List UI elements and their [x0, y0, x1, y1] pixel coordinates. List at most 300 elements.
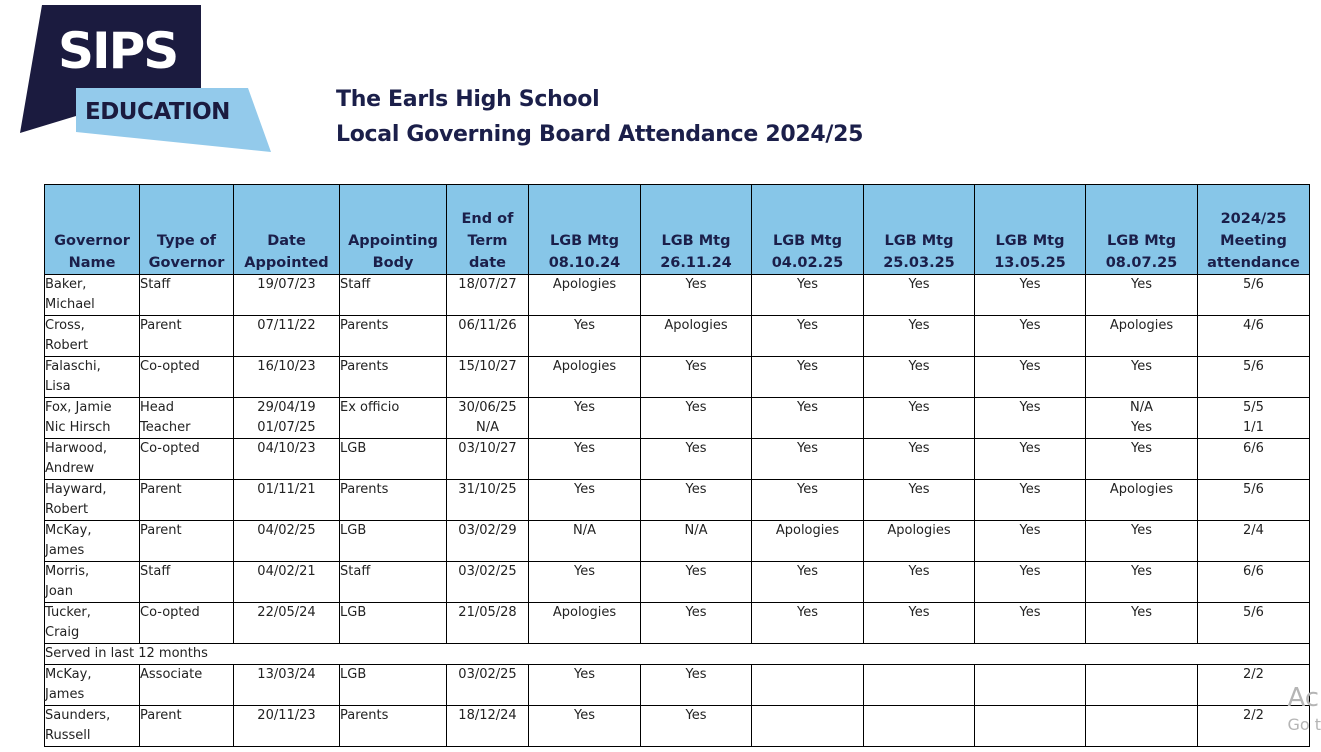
attendance-table	[44, 184, 1310, 747]
cell-mtg-13-05-25	[975, 398, 1086, 439]
table-row	[45, 275, 1310, 316]
cell-governor-name	[45, 480, 140, 521]
cell-text: 2/2	[1243, 667, 1264, 682]
cell-mtg-25-03-25	[864, 316, 975, 357]
cell-governor-type	[140, 439, 234, 480]
cell-mtg-26-11-24	[641, 706, 752, 747]
cell-mtg-08-10-24	[529, 316, 641, 357]
cell-text: 06/11/26	[458, 318, 517, 333]
column-header-text: Meeting	[1220, 233, 1287, 249]
cell-text: 21/05/28	[458, 605, 517, 620]
cell-text: 5/6	[1243, 482, 1264, 497]
cell-text: Yes	[1131, 359, 1152, 374]
cell-attendance-total	[1198, 398, 1310, 439]
cell-end-of-term	[447, 316, 529, 357]
school-name: The Earls High School	[336, 87, 600, 112]
cell-text: 31/10/25	[458, 482, 517, 497]
cell-text: Yes	[574, 318, 595, 333]
cell-text: James	[45, 687, 85, 702]
cell-mtg-08-10-24	[529, 521, 641, 562]
cell-governor-name	[45, 439, 140, 480]
cell-attendance-total	[1198, 275, 1310, 316]
cell-end-of-term	[447, 706, 529, 747]
cell-text: Yes	[908, 277, 930, 292]
cell-mtg-25-03-25	[864, 706, 975, 747]
column-header-text: LGB Mtg	[1107, 233, 1176, 249]
cell-governor-name	[45, 398, 140, 439]
cell-text: 16/10/23	[257, 359, 316, 374]
column-header-mtg-04-02-25	[752, 185, 864, 275]
logo-graphic	[18, 4, 274, 154]
column-header-appointing-body	[340, 185, 447, 275]
cell-governor-type	[140, 665, 234, 706]
cell-text: Yes	[1019, 605, 1041, 620]
cell-mtg-26-11-24	[641, 480, 752, 521]
table-row	[45, 603, 1310, 644]
cell-text: Apologies	[887, 523, 951, 538]
cell-text: Tucker,	[45, 605, 91, 620]
cell-text: Yes	[574, 667, 595, 682]
cell-mtg-08-07-25	[1086, 665, 1198, 706]
cell-attendance-total	[1198, 480, 1310, 521]
logo-text-education: EDUCATION	[85, 99, 230, 125]
cell-text: 01/11/21	[257, 482, 316, 497]
cell-text: Yes	[797, 441, 818, 456]
column-header-text: date	[469, 255, 506, 271]
cell-date-appointed	[234, 357, 340, 398]
cell-text: Fox, Jamie	[45, 400, 112, 415]
cell-text: Yes	[908, 482, 930, 497]
cell-text: 07/11/22	[257, 318, 316, 333]
cell-text: Apologies	[664, 318, 728, 333]
cell-text: Russell	[45, 728, 91, 743]
cell-mtg-13-05-25	[975, 665, 1086, 706]
cell-mtg-26-11-24	[641, 275, 752, 316]
cell-text: 29/04/19	[257, 400, 316, 415]
column-header-text: Governor	[148, 255, 225, 271]
cell-mtg-04-02-25	[752, 665, 864, 706]
column-header-text: 2024/25	[1220, 211, 1287, 227]
column-header-mtg-25-03-25	[864, 185, 975, 275]
cell-text: 5/6	[1243, 277, 1264, 292]
cell-attendance-total	[1198, 562, 1310, 603]
cell-text: Yes	[797, 277, 818, 292]
cell-end-of-term	[447, 603, 529, 644]
cell-mtg-04-02-25	[752, 706, 864, 747]
cell-mtg-08-07-25	[1086, 562, 1198, 603]
cell-text: Harwood,	[45, 441, 108, 456]
column-header-text: Appointed	[244, 255, 329, 271]
cell-date-appointed	[234, 706, 340, 747]
column-header-mtg-13-05-25	[975, 185, 1086, 275]
cell-text: Teacher	[140, 420, 191, 435]
column-header-date-appointed	[234, 185, 340, 275]
cell-governor-name	[45, 521, 140, 562]
cell-text: Yes	[797, 564, 818, 579]
cell-text: 4/6	[1243, 318, 1264, 333]
cell-mtg-08-07-25	[1086, 275, 1198, 316]
cell-text: Co-opted	[140, 359, 200, 374]
activate-windows-watermark	[1287, 683, 1321, 737]
cell-appointing-body	[340, 521, 447, 562]
cell-text: 18/07/27	[458, 277, 517, 292]
cell-text: LGB	[340, 441, 367, 456]
column-header-mtg-08-10-24	[529, 185, 641, 275]
cell-text: 30/06/25	[458, 400, 517, 415]
cell-text: LGB	[340, 523, 367, 538]
cell-text: Saunders,	[45, 708, 111, 723]
cell-mtg-26-11-24	[641, 603, 752, 644]
cell-text: Yes	[1131, 277, 1152, 292]
cell-attendance-total	[1198, 521, 1310, 562]
cell-mtg-08-10-24	[529, 439, 641, 480]
cell-mtg-04-02-25	[752, 275, 864, 316]
cell-governor-name	[45, 357, 140, 398]
cell-text: Yes	[1019, 400, 1041, 415]
table-row	[45, 398, 1310, 439]
cell-text: Yes	[908, 605, 930, 620]
cell-text: 13/03/24	[257, 667, 316, 682]
cell-appointing-body	[340, 562, 447, 603]
cell-text: 03/10/27	[458, 441, 517, 456]
cell-text: Head	[140, 400, 174, 415]
cell-mtg-26-11-24	[641, 521, 752, 562]
cell-text: Yes	[908, 441, 930, 456]
cell-date-appointed	[234, 275, 340, 316]
column-header-mtg-08-07-25	[1086, 185, 1198, 275]
cell-end-of-term	[447, 521, 529, 562]
cell-text: N/A	[684, 523, 708, 538]
column-header-text: Date	[267, 233, 306, 249]
watermark-line-2: Go t	[1287, 715, 1321, 734]
cell-appointing-body	[340, 357, 447, 398]
cell-text: LGB	[340, 667, 367, 682]
cell-governor-name	[45, 275, 140, 316]
section-label: Served in last 12 months	[45, 644, 1310, 665]
cell-text: Apologies	[552, 605, 617, 620]
column-header-text: Name	[68, 255, 116, 271]
cell-mtg-04-02-25	[752, 603, 864, 644]
cell-text: Yes	[1019, 441, 1041, 456]
cell-text: Yes	[1131, 441, 1152, 456]
cell-text: Parent	[140, 318, 182, 333]
cell-mtg-25-03-25	[864, 357, 975, 398]
cell-mtg-13-05-25	[975, 439, 1086, 480]
cell-text: Hayward,	[45, 482, 107, 497]
cell-mtg-26-11-24	[641, 665, 752, 706]
cell-date-appointed	[234, 603, 340, 644]
cell-text: McKay,	[45, 523, 92, 538]
cell-mtg-13-05-25	[975, 480, 1086, 521]
document-title	[336, 82, 863, 152]
table-row	[45, 439, 1310, 480]
cell-end-of-term	[447, 398, 529, 439]
cell-text: Andrew	[45, 461, 95, 476]
cell-text: Yes	[908, 400, 930, 415]
cell-text: 04/02/25	[257, 523, 316, 538]
cell-text: Yes	[574, 482, 595, 497]
cell-text: 03/02/29	[458, 523, 517, 538]
cell-text: Staff	[140, 277, 171, 292]
column-header-text: LGB Mtg	[661, 233, 731, 249]
cell-appointing-body	[340, 603, 447, 644]
cell-text: McKay,	[45, 667, 92, 682]
cell-text: Yes	[1131, 420, 1152, 435]
cell-text: Apologies	[1109, 318, 1174, 333]
cell-text: 2/2	[1243, 708, 1264, 723]
cell-mtg-13-05-25	[975, 521, 1086, 562]
cell-mtg-25-03-25	[864, 665, 975, 706]
cell-mtg-04-02-25	[752, 480, 864, 521]
cell-text: 2/4	[1243, 523, 1264, 538]
cell-text: Parent	[140, 482, 182, 497]
column-header-text: Term	[467, 233, 508, 249]
cell-end-of-term	[447, 357, 529, 398]
column-header-text: 25.03.25	[883, 255, 955, 271]
cell-text: Parent	[140, 708, 182, 723]
cell-text: 01/07/25	[257, 420, 316, 435]
cell-mtg-08-10-24	[529, 706, 641, 747]
cell-mtg-08-10-24	[529, 357, 641, 398]
cell-text: Apologies	[775, 523, 840, 538]
cell-governor-type	[140, 398, 234, 439]
cell-text: LGB	[340, 605, 367, 620]
cell-text: Yes	[574, 441, 595, 456]
cell-governor-type	[140, 521, 234, 562]
cell-date-appointed	[234, 316, 340, 357]
column-header-text: LGB Mtg	[773, 233, 842, 249]
column-header-text: attendance	[1207, 255, 1300, 271]
cell-mtg-26-11-24	[641, 398, 752, 439]
cell-governor-type	[140, 480, 234, 521]
cell-governor-name	[45, 706, 140, 747]
cell-text: Yes	[797, 482, 818, 497]
cell-appointing-body	[340, 439, 447, 480]
cell-mtg-08-10-24	[529, 562, 641, 603]
cell-text: Yes	[685, 667, 707, 682]
cell-mtg-04-02-25	[752, 357, 864, 398]
cell-appointing-body	[340, 665, 447, 706]
cell-date-appointed	[234, 562, 340, 603]
column-header-text: LGB Mtg	[995, 233, 1065, 249]
cell-mtg-04-02-25	[752, 521, 864, 562]
cell-text: N/A	[1130, 400, 1153, 415]
column-header-attendance-total	[1198, 185, 1310, 275]
cell-text: 04/10/23	[257, 441, 316, 456]
cell-text: Yes	[797, 318, 818, 333]
cell-text: Yes	[797, 400, 818, 415]
cell-text: Staff	[140, 564, 171, 579]
column-header-text: End of	[461, 211, 514, 227]
cell-end-of-term	[447, 562, 529, 603]
cell-text: Co-opted	[140, 605, 200, 620]
cell-text: Yes	[908, 359, 930, 374]
cell-mtg-08-07-25	[1086, 439, 1198, 480]
cell-text: Yes	[1019, 564, 1041, 579]
cell-text: Cross,	[45, 318, 85, 333]
column-header-text: 04.02.25	[771, 255, 844, 271]
cell-mtg-04-02-25	[752, 398, 864, 439]
cell-mtg-08-10-24	[529, 603, 641, 644]
cell-text: Yes	[1019, 359, 1041, 374]
cell-mtg-13-05-25	[975, 603, 1086, 644]
cell-text: Apologies	[552, 359, 617, 374]
table-row	[45, 357, 1310, 398]
cell-end-of-term	[447, 480, 529, 521]
sips-education-logo	[18, 4, 274, 154]
column-header-text: Appointing	[348, 233, 438, 249]
cell-end-of-term	[447, 665, 529, 706]
cell-text: 19/07/23	[257, 277, 316, 292]
cell-text: Yes	[1131, 523, 1152, 538]
cell-mtg-08-07-25	[1086, 706, 1198, 747]
cell-mtg-25-03-25	[864, 480, 975, 521]
column-header-text: 08.10.24	[548, 255, 621, 271]
column-header-text: LGB Mtg	[550, 233, 619, 249]
cell-text: 15/10/27	[458, 359, 517, 374]
cell-attendance-total	[1198, 603, 1310, 644]
cell-mtg-13-05-25	[975, 357, 1086, 398]
cell-governor-type	[140, 562, 234, 603]
cell-text: Apologies	[1109, 482, 1174, 497]
cell-appointing-body	[340, 706, 447, 747]
cell-text: Parent	[140, 523, 182, 538]
table-row	[45, 521, 1310, 562]
cell-governor-name	[45, 665, 140, 706]
column-header-text: 13.05.25	[994, 255, 1066, 271]
cell-mtg-25-03-25	[864, 275, 975, 316]
cell-appointing-body	[340, 316, 447, 357]
cell-text: Lisa	[45, 379, 71, 394]
cell-text: N/A	[573, 523, 596, 538]
cell-text: Robert	[45, 338, 89, 353]
cell-text: Parents	[340, 482, 389, 497]
cell-governor-type	[140, 706, 234, 747]
cell-text: Co-opted	[140, 441, 200, 456]
cell-text: Parents	[340, 318, 389, 333]
cell-end-of-term	[447, 439, 529, 480]
cell-text: Yes	[1131, 605, 1152, 620]
table-row	[45, 562, 1310, 603]
cell-text: Yes	[685, 482, 707, 497]
cell-text: Yes	[574, 400, 595, 415]
cell-text: 6/6	[1243, 441, 1264, 456]
cell-mtg-13-05-25	[975, 316, 1086, 357]
table-row	[45, 706, 1310, 747]
cell-text: Yes	[797, 605, 818, 620]
cell-mtg-25-03-25	[864, 521, 975, 562]
cell-date-appointed	[234, 521, 340, 562]
cell-text: 5/5	[1243, 400, 1264, 415]
cell-text: Yes	[685, 441, 707, 456]
section-row	[45, 644, 1310, 665]
column-header-mtg-26-11-24	[641, 185, 752, 275]
cell-mtg-08-07-25	[1086, 603, 1198, 644]
column-header-text: Type of	[156, 233, 217, 249]
cell-text: N/A	[476, 420, 499, 435]
cell-text: Falaschi,	[45, 359, 101, 374]
cell-mtg-25-03-25	[864, 398, 975, 439]
cell-text: Yes	[685, 400, 707, 415]
cell-mtg-25-03-25	[864, 562, 975, 603]
cell-mtg-08-10-24	[529, 275, 641, 316]
cell-mtg-25-03-25	[864, 439, 975, 480]
column-header-governor-type	[140, 185, 234, 275]
cell-mtg-04-02-25	[752, 316, 864, 357]
cell-text: Yes	[1019, 523, 1041, 538]
cell-text: Staff	[340, 277, 371, 292]
cell-mtg-08-07-25	[1086, 480, 1198, 521]
column-header-text: LGB Mtg	[884, 233, 954, 249]
cell-date-appointed	[234, 480, 340, 521]
cell-text: Yes	[574, 708, 595, 723]
cell-mtg-26-11-24	[641, 357, 752, 398]
cell-governor-type	[140, 316, 234, 357]
cell-text: Yes	[685, 564, 707, 579]
cell-text: Ex officio	[340, 400, 400, 415]
cell-text: 18/12/24	[458, 708, 517, 723]
cell-text: Yes	[1131, 564, 1152, 579]
cell-text: Parents	[340, 359, 389, 374]
cell-date-appointed	[234, 665, 340, 706]
cell-date-appointed	[234, 398, 340, 439]
cell-appointing-body	[340, 398, 447, 439]
table-row	[45, 480, 1310, 521]
cell-text: Yes	[685, 605, 707, 620]
cell-text: Yes	[1019, 318, 1041, 333]
table-header-row	[45, 185, 1310, 275]
cell-text: Yes	[908, 564, 930, 579]
column-header-text: Body	[372, 255, 414, 271]
cell-text: Michael	[45, 297, 95, 312]
cell-text: Yes	[685, 277, 707, 292]
column-header-text: Governor	[54, 233, 130, 249]
cell-text: Baker,	[45, 277, 87, 292]
cell-attendance-total	[1198, 357, 1310, 398]
cell-text: Nic Hirsch	[45, 420, 111, 435]
cell-text: Morris,	[45, 564, 90, 579]
cell-mtg-04-02-25	[752, 562, 864, 603]
cell-mtg-08-07-25	[1086, 357, 1198, 398]
cell-end-of-term	[447, 275, 529, 316]
cell-text: Apologies	[552, 277, 617, 292]
cell-governor-name	[45, 316, 140, 357]
cell-text: Yes	[1019, 482, 1041, 497]
cell-text: Associate	[140, 667, 203, 682]
cell-governor-type	[140, 357, 234, 398]
table-row	[45, 665, 1310, 706]
cell-text: 03/02/25	[458, 564, 517, 579]
cell-text: Yes	[574, 564, 595, 579]
cell-mtg-26-11-24	[641, 316, 752, 357]
cell-text: Craig	[45, 625, 80, 640]
cell-mtg-08-07-25	[1086, 521, 1198, 562]
cell-text: 03/02/25	[458, 667, 517, 682]
cell-text: Yes	[1019, 277, 1041, 292]
cell-governor-name	[45, 562, 140, 603]
cell-mtg-13-05-25	[975, 275, 1086, 316]
cell-mtg-08-10-24	[529, 665, 641, 706]
cell-mtg-26-11-24	[641, 562, 752, 603]
cell-text: 20/11/23	[257, 708, 316, 723]
cell-text: 22/05/24	[257, 605, 316, 620]
cell-text: Robert	[45, 502, 89, 517]
cell-mtg-13-05-25	[975, 706, 1086, 747]
cell-text: Yes	[797, 359, 818, 374]
cell-text: Yes	[685, 708, 707, 723]
table-body	[45, 275, 1310, 747]
cell-date-appointed	[234, 439, 340, 480]
